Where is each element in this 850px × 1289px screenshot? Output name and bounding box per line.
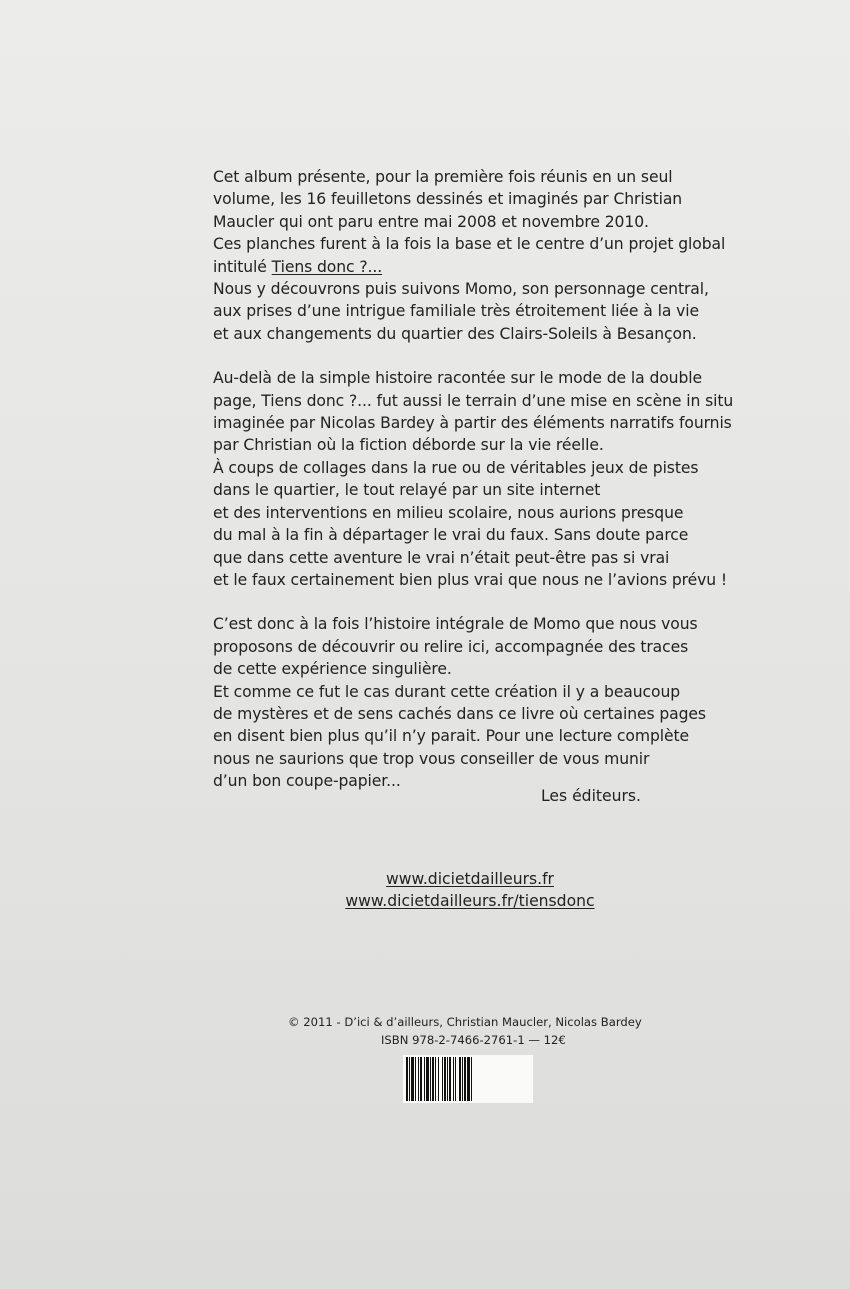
website-links [300,868,640,912]
text-line: Maucler qui ont paru entre mai 2008 et novembre 2010. [213,212,649,231]
paragraph-3 [213,613,753,792]
barcode-icon [403,1055,533,1103]
text-line: que dans cette aventure le vrai n’était peut-être pas si vrai [213,548,670,567]
book-title: Tiens donc ?... [271,257,383,276]
website-link-main[interactable]: www.dicietdailleurs.fr [386,870,554,888]
text-line: aux prises d’une intrigue familiale très étroitement liée à la vie [213,302,699,321]
text-line: nous ne saurions que trop vous conseiller de vous munir [213,749,650,768]
text-line: et le faux certainement bien plus vrai que nous ne l’avions prévu ! [213,570,728,589]
paragraph-1 [213,166,753,345]
signature: Les éditeurs. [541,787,641,805]
text-line: du mal à la fin à départager le vrai du faux. Sans doute parce [213,526,689,545]
text-line: de mystères et de sens cachés dans ce livre où certaines pages [213,704,706,723]
text-line: par Christian où la fiction déborde sur la vie réelle. [213,436,604,455]
copyright-line: © 2011 - D’ici & d’ailleurs, Christian Maucler, Nicolas Bardey [288,1015,642,1029]
text-line: page, Tiens donc ?... fut aussi le terrain d’une mise en scène in situ [213,391,734,410]
text-line: imaginée par Nicolas Bardey à partir des éléments narratifs fournis [213,414,732,433]
text-line: Au-delà de la simple histoire racontée sur le mode de la double [213,369,702,388]
text-line [213,256,753,278]
text-line: Ces planches furent à la fois la base et le centre d’un projet global [213,235,726,254]
text-line: proposons de découvrir ou relire ici, accompagnée des traces [213,637,689,656]
text-line: Et comme ce fut le cas durant cette création il y a beaucoup [213,682,681,701]
text-line: et aux changements du quartier des Clairs-Soleils à Besançon. [213,324,697,343]
paragraph-2 [213,367,753,591]
isbn-line: ISBN 978-2-7466-2761-1 — 12€ [381,1033,566,1047]
text-line: dans le quartier, le tout relayé par un site internet [213,481,601,500]
text-line: À coups de collages dans la rue ou de véritables jeux de pistes [213,458,699,477]
blurb-text [213,166,753,815]
text-line: Nous y découvrons puis suivons Momo, son personnage central, [213,280,709,299]
text-line: de cette expérience singulière. [213,660,452,679]
text-line: en disent bien plus qu’il n’y parait. Pour une lecture complète [213,727,689,746]
text-line-prefix: intitulé [213,257,272,276]
text-line: volume, les 16 feuilletons dessinés et imaginés par Christian [213,190,683,209]
text-line: et des interventions en milieu scolaire, nous aurions presque [213,503,684,522]
text-line: Cet album présente, pour la première fois réunis en un seul [213,168,673,186]
text-line: C’est donc à la fois l’histoire intégrale de Momo que nous vous [213,615,698,634]
website-link-tiensdonc[interactable]: www.dicietdailleurs.fr/tiensdonc [345,892,595,910]
text-line: d’un bon coupe-papier... [213,772,401,791]
